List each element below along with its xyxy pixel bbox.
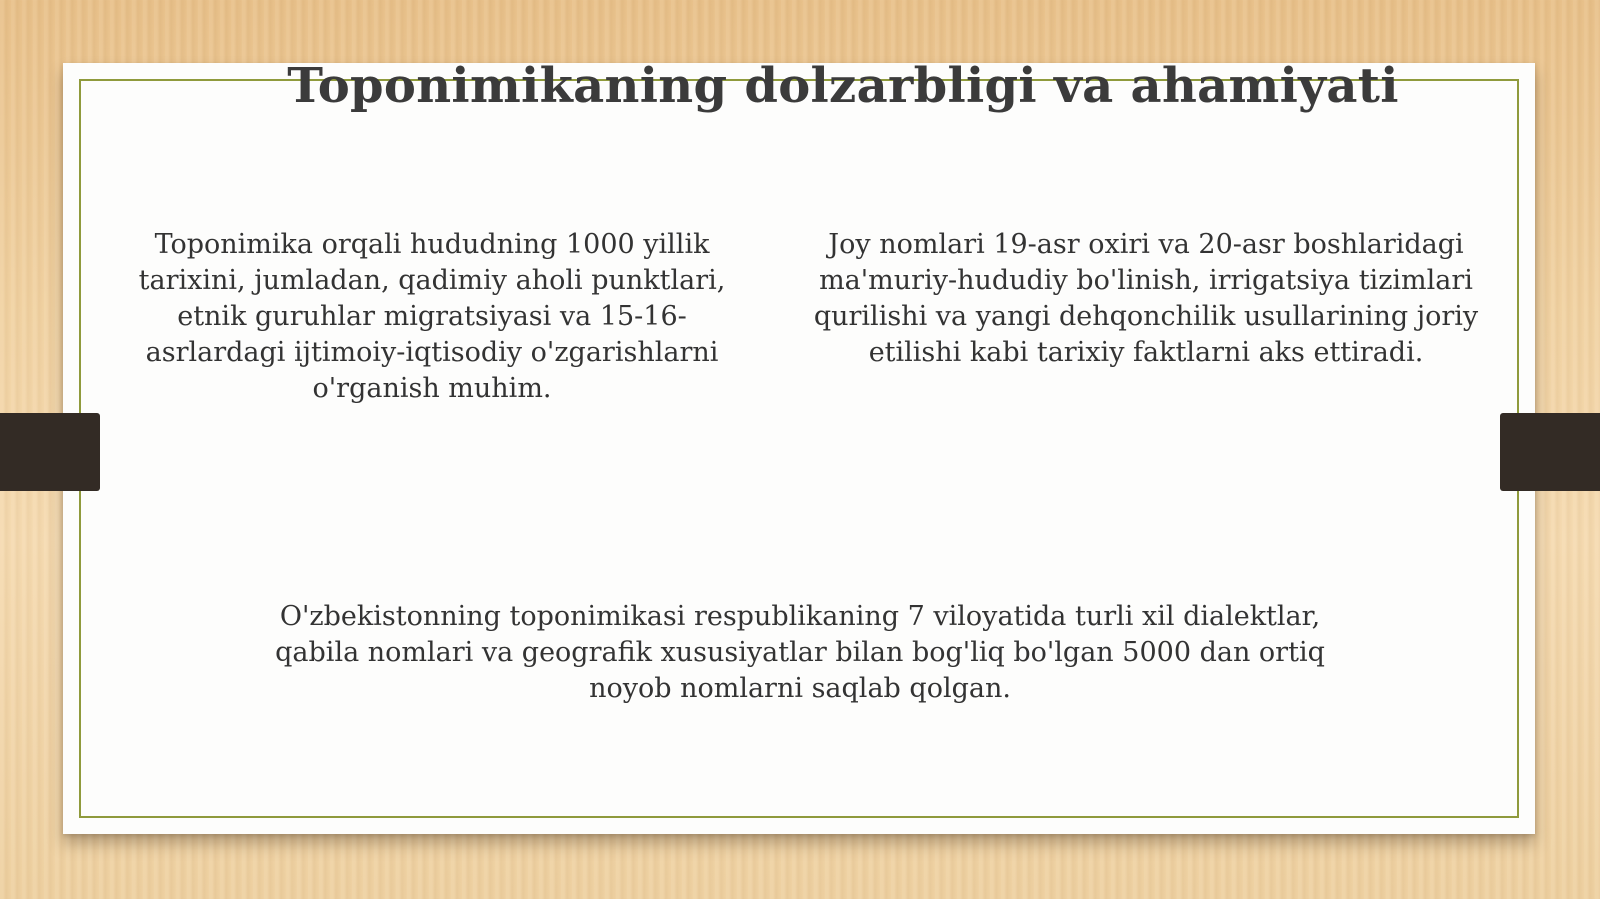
slide-inner-frame (79, 79, 1519, 818)
right-text-block: Joy nomlari 19-asr oxiri va 20-asr boshlaridagi ma'muriy-hududiy bo'linish, irrigatsiya tizimlari qurilishi va yangi dehqonchilik usullarining joriy etilishi kabi tarixiy faktlarni aks ettiradi. (813, 229, 1479, 368)
slide-card (63, 63, 1535, 834)
left-binder-tab (0, 413, 100, 491)
right-binder-tab (1500, 413, 1600, 491)
slide-title: Toponimikaning dolzarbligi va ahamiyati (287, 58, 1399, 114)
left-text-block: Toponimika orqali hududning 1000 yillik tarixini, jumladan, qadimiy aholi punktlari, etnik guruhlar migratsiyasi va 15-16-asrlardagi ijtimoiy-iqtisodiy o'zgarishlarni o'rganish muhim. (138, 229, 726, 404)
bottom-text-block: O'zbekistonning toponimikasi respublikaning 7 viloyatida turli xil dialektlar, qabila nomlari va geografik xususiyatlar bilan bog'liq bo'lgan 5000 dan ortiq noyob nomlarni saqlab qolgan. (275, 601, 1325, 704)
